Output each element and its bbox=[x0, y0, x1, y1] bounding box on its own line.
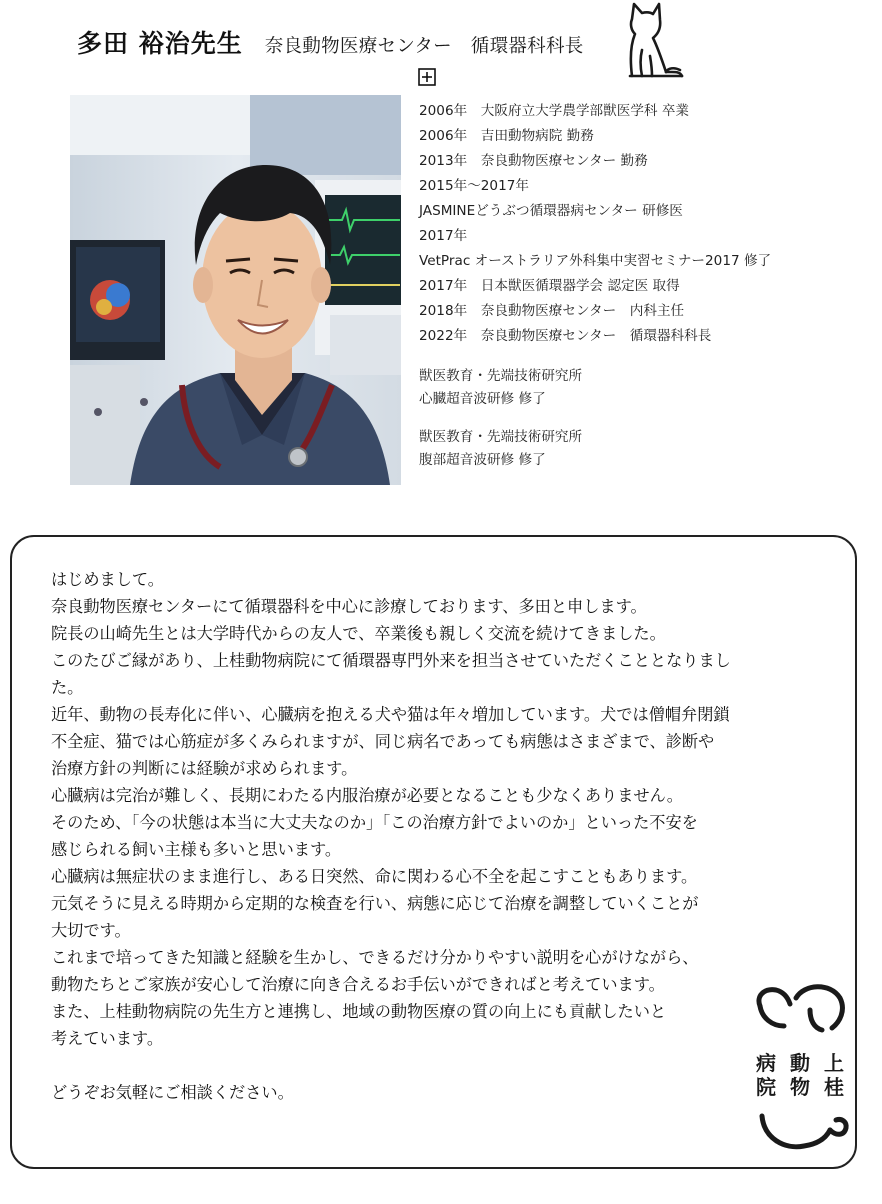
career-item: 2013年 奈良動物医療センター 勤務 bbox=[419, 153, 648, 169]
career-item: 2017年 bbox=[419, 228, 468, 244]
message-line: 院長の山崎先生とは大学時代からの友人で、卒業後も親しく交流を続けてきました。 bbox=[51, 624, 666, 643]
message-line: 大切です。 bbox=[51, 921, 131, 940]
message-line: はじめまして。 bbox=[51, 570, 164, 589]
message-line: そのため、「今の状態は本当に大丈夫なのか」「この治療方針でよいのか」といった不安を bbox=[51, 813, 698, 832]
career-item: 2018年 奈良動物医療センター 内科主任 bbox=[419, 303, 685, 319]
logo-char: 院 bbox=[756, 1077, 776, 1099]
career-item: 2022年 奈良動物医療センター 循環器科科長 bbox=[419, 328, 712, 344]
message-line: 元気そうに見える時期から定期的な検査を行い、病態に応じて治療を調整していくことが bbox=[51, 894, 699, 913]
doctor-message bbox=[51, 566, 821, 1106]
message-line: た。 bbox=[51, 678, 84, 697]
certification-institute: 獣医教育・先端技術研究所 bbox=[419, 429, 583, 445]
message-line: 近年、動物の長寿化に伴い、心臓病を抱える犬や猫は年々増加しています。犬では僧帽弁閉鎖 bbox=[51, 705, 730, 724]
message-line: 治療方針の判断には経験が求められます。 bbox=[51, 759, 358, 778]
doctor-photo bbox=[70, 95, 401, 485]
doctor-header bbox=[77, 24, 584, 68]
sitting-cat-icon bbox=[620, 0, 692, 82]
doctor-name: 多田 裕治先生 bbox=[77, 29, 243, 58]
logo-char: 桂 bbox=[824, 1077, 844, 1099]
message-line: 動物たちとご家族が安心して治療に向き合えるお手伝いができればと考えています。 bbox=[51, 975, 665, 994]
career-item: VetPrac オーストラリア外科集中実習セミナー2017 修了 bbox=[419, 253, 772, 269]
logo-char: 物 bbox=[790, 1077, 810, 1099]
message-line: 不全症、猫では心筋症が多くみられますが、同じ病名であっても病態はさまざまで、診断や bbox=[51, 732, 715, 751]
message-line: これまで培ってきた知識と経験を生かし、できるだけ分かりやすい説明を心がけながら、 bbox=[51, 948, 699, 967]
career-item: 2017年 日本獣医循環器学会 認定医 取得 bbox=[419, 278, 680, 294]
message-line: 感じられる飼い主様も多いと思います。 bbox=[51, 840, 342, 859]
message-closing: どうぞお気軽にご相談ください。 bbox=[51, 1083, 294, 1102]
logo-char: 動 bbox=[790, 1053, 810, 1075]
certification-course: 腹部超音波研修 修了 bbox=[419, 452, 546, 468]
message-line: 奈良動物医療センターにて循環器科を中心に診療しております、多田と申します。 bbox=[51, 597, 647, 616]
message-line: このたびご縁があり、上桂動物病院にて循環器専門外来を担当させていただくこととなりまし bbox=[51, 651, 731, 670]
doctor-photo-illustration bbox=[70, 95, 401, 485]
certification bbox=[419, 426, 859, 472]
career-item: JASMINEどうぶつ循環器病センター 研修医 bbox=[419, 203, 683, 219]
dog-logo-icon bbox=[748, 978, 852, 1156]
certification-institute: 獣医教育・先端技術研究所 bbox=[419, 368, 583, 384]
message-spacer bbox=[51, 1052, 821, 1079]
career-item: 2006年 大阪府立大学農学部獣医学科 卒業 bbox=[419, 103, 690, 119]
certification bbox=[419, 365, 859, 411]
plus-box-icon[interactable] bbox=[418, 68, 436, 86]
doctor-title: 奈良動物医療センター 循環器科科長 bbox=[264, 36, 584, 57]
logo-char: 病 bbox=[756, 1053, 776, 1075]
message-line: 考えています。 bbox=[51, 1029, 164, 1048]
logo-char: 上 bbox=[824, 1053, 844, 1075]
certification-course: 心臓超音波研修 修了 bbox=[419, 391, 546, 407]
message-line: 心臓病は無症状のまま進行し、ある日突然、命に関わる心不全を起こすこともあります。 bbox=[51, 867, 698, 886]
message-line: また、上桂動物病院の先生方と連携し、地域の動物医療の質の向上にも貢献したいと bbox=[51, 1002, 667, 1021]
career-list bbox=[419, 99, 859, 472]
career-item: 2015年〜2017年 bbox=[419, 178, 529, 194]
career-item: 2006年 吉田動物病院 勤務 bbox=[419, 128, 594, 144]
message-line: 心臓病は完治が難しく、長期にわたる内服治療が必要となることも少なくありません。 bbox=[51, 786, 683, 805]
